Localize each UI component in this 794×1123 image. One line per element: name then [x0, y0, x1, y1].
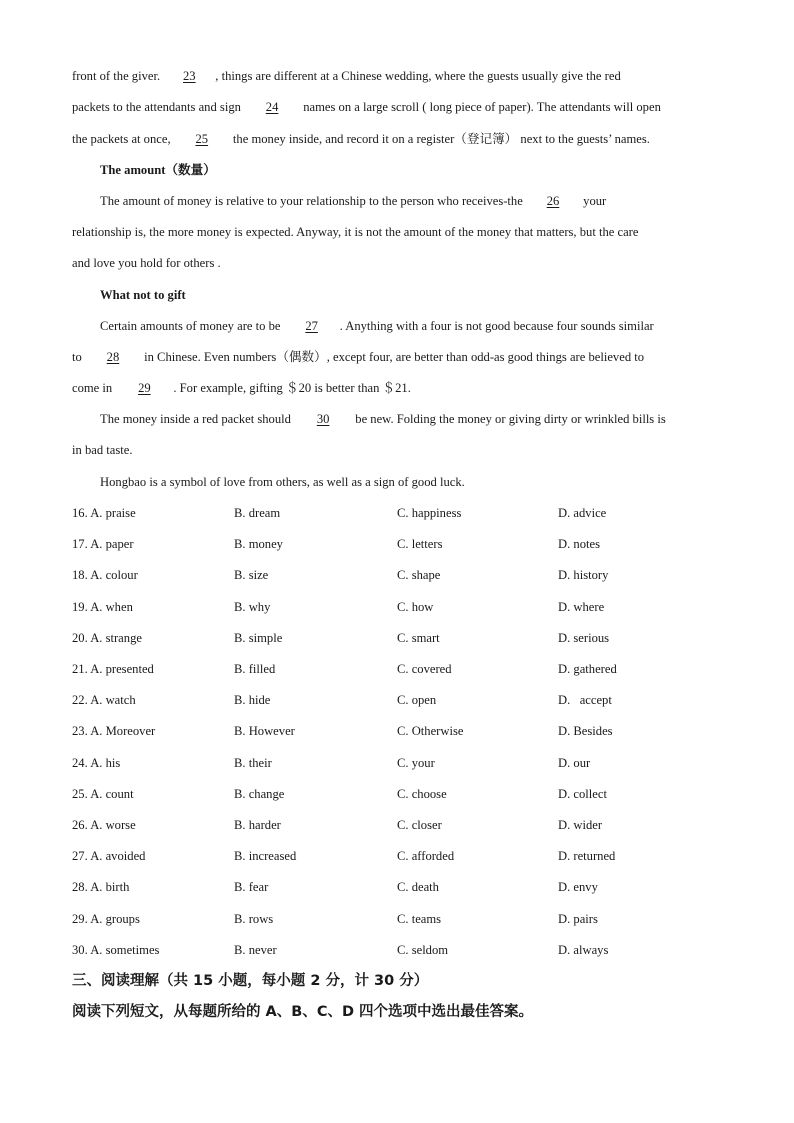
option-row — [72, 536, 732, 552]
option-d: D. advice — [558, 506, 607, 520]
option-row — [72, 630, 732, 646]
option-b: B. filled — [234, 662, 276, 676]
text-segment: your — [583, 194, 607, 208]
option-d: D. Besides — [558, 724, 613, 738]
option-c: C. covered — [397, 662, 452, 676]
passage-line: in bad taste. — [72, 443, 133, 457]
passage-line — [72, 99, 732, 115]
option-c: C. death — [397, 880, 439, 894]
text-segment: The amount of money is relative to your relationship to the person who receives-the — [100, 194, 523, 208]
text-segment: in Chinese. Even numbers（偶数）, except four, are better than odd-as good things are believed to — [144, 350, 645, 364]
option-row — [72, 879, 732, 895]
blank-25: 25 — [195, 132, 209, 146]
text-segment: packets to the attendants and sign — [72, 100, 241, 114]
option-row — [72, 786, 732, 802]
passage-line — [72, 349, 732, 365]
option-row — [72, 911, 732, 927]
text-segment: be new. Folding the money or giving dirty or wrinkled bills is — [355, 412, 666, 426]
option-row — [72, 505, 732, 521]
option-d: D. collect — [558, 787, 607, 801]
blank-26: 26 — [546, 194, 560, 208]
blank-24: 24 — [265, 100, 279, 114]
option-d: D. gathered — [558, 662, 617, 676]
blank-28: 28 — [106, 350, 120, 364]
text-segment: Certain amounts of money are to be — [100, 319, 281, 333]
option-b: B. rows — [234, 912, 274, 926]
text-segment: to — [72, 350, 82, 364]
section-instruction: 阅读下列短文，从每题所给的 A、B、C、D 四个选项中选出最佳答案。 — [72, 1004, 534, 1020]
option-a: 19. A. when — [72, 600, 133, 614]
option-row — [72, 567, 732, 583]
blank-23: 23 — [183, 69, 196, 83]
option-d: D. pairs — [558, 912, 598, 926]
option-row — [72, 942, 732, 958]
option-a: 21. A. presented — [72, 662, 154, 676]
option-a: 23. A. Moreover — [72, 724, 156, 738]
option-a: 22. A. watch — [72, 693, 136, 707]
option-row — [72, 817, 732, 833]
option-a: 29. A. groups — [72, 912, 140, 926]
text-segment: The money inside a red packet should — [100, 412, 291, 426]
section-title: 三、阅读理解（共 15 小题，每小题 2 分，计 30 分） — [72, 973, 429, 989]
option-b: B. increased — [234, 849, 297, 863]
passage-line — [72, 68, 732, 84]
option-c: C. seldom — [397, 943, 449, 957]
option-row — [72, 692, 732, 708]
option-c: C. letters — [397, 537, 443, 551]
option-row — [72, 723, 732, 739]
option-b: B. simple — [234, 631, 283, 645]
option-b: B. fear — [234, 880, 269, 894]
option-b: B. never — [234, 943, 277, 957]
option-c: C. Otherwise — [397, 724, 464, 738]
option-d: D. notes — [558, 537, 600, 551]
passage-line — [100, 411, 760, 427]
option-b: B. dream — [234, 506, 281, 520]
option-c: C. afforded — [397, 849, 455, 863]
text-segment: the money inside, and record it on a register（登记簿） next to the guests’ names. — [232, 132, 650, 146]
blank-27: 27 — [305, 319, 318, 333]
blank-30: 30 — [316, 412, 330, 426]
option-c: C. smart — [397, 631, 440, 645]
option-a: 20. A. strange — [72, 631, 142, 645]
option-a: 18. A. colour — [72, 568, 138, 582]
option-d: D. accept — [558, 693, 612, 707]
option-row — [72, 599, 732, 615]
option-d: D. our — [558, 756, 591, 770]
option-b: B. why — [234, 600, 271, 614]
text-segment: come in — [72, 381, 113, 395]
option-b: B. money — [234, 537, 283, 551]
option-c: C. closer — [397, 818, 442, 832]
option-c: C. shape — [397, 568, 441, 582]
option-b: B. size — [234, 568, 269, 582]
text-segment: the packets at once, — [72, 132, 171, 146]
option-c: C. open — [397, 693, 437, 707]
passage-line — [100, 318, 760, 334]
passage-line — [72, 131, 732, 147]
option-b: B. harder — [234, 818, 281, 832]
option-b: B. change — [234, 787, 285, 801]
option-d: D. history — [558, 568, 609, 582]
option-d: D. always — [558, 943, 609, 957]
option-row — [72, 848, 732, 864]
option-a: 27. A. avoided — [72, 849, 146, 863]
option-row — [72, 755, 732, 771]
text-segment: names on a large scroll ( long piece of paper). The attendants will open — [303, 100, 661, 114]
passage-line — [100, 193, 760, 209]
text-segment: . Anything with a four is not good because four sounds similar — [339, 319, 654, 333]
option-b: B. hide — [234, 693, 271, 707]
option-a: 26. A. worse — [72, 818, 136, 832]
option-c: C. teams — [397, 912, 442, 926]
section-heading-what-not-to-gift: What not to gift — [100, 288, 186, 302]
passage-line: and love you hold for others . — [72, 256, 221, 270]
blank-29: 29 — [138, 381, 151, 395]
option-c: C. choose — [397, 787, 447, 801]
option-a: 24. A. his — [72, 756, 121, 770]
option-d: D. where — [558, 600, 605, 614]
passage-line — [72, 380, 732, 396]
passage-line: relationship is, the more money is expected. Anyway, it is not the amount of the money that matters, but the care — [72, 225, 639, 239]
option-b: B. their — [234, 756, 272, 770]
option-row — [72, 661, 732, 677]
option-a: 25. A. count — [72, 787, 134, 801]
option-b: B. However — [234, 724, 295, 738]
option-c: C. happiness — [397, 506, 462, 520]
option-c: C. your — [397, 756, 435, 770]
option-d: D. returned — [558, 849, 616, 863]
passage-line: Hongbao is a symbol of love from others, as well as a sign of good luck. — [100, 475, 465, 489]
option-d: D. wider — [558, 818, 603, 832]
option-a: 17. A. paper — [72, 537, 134, 551]
option-a: 30. A. sometimes — [72, 943, 160, 957]
option-c: C. how — [397, 600, 434, 614]
text-segment: , things are different at a Chinese wedding, where the guests usually give the red — [215, 69, 621, 83]
option-d: D. envy — [558, 880, 598, 894]
option-d: D. serious — [558, 631, 610, 645]
option-a: 28. A. birth — [72, 880, 130, 894]
option-a: 16. A. praise — [72, 506, 136, 520]
text-segment: front of the giver. — [72, 69, 161, 83]
text-segment: . For example, gifting ＄20 is better than ＄21. — [173, 381, 411, 395]
section-heading-amount: The amount（数量） — [100, 163, 216, 177]
